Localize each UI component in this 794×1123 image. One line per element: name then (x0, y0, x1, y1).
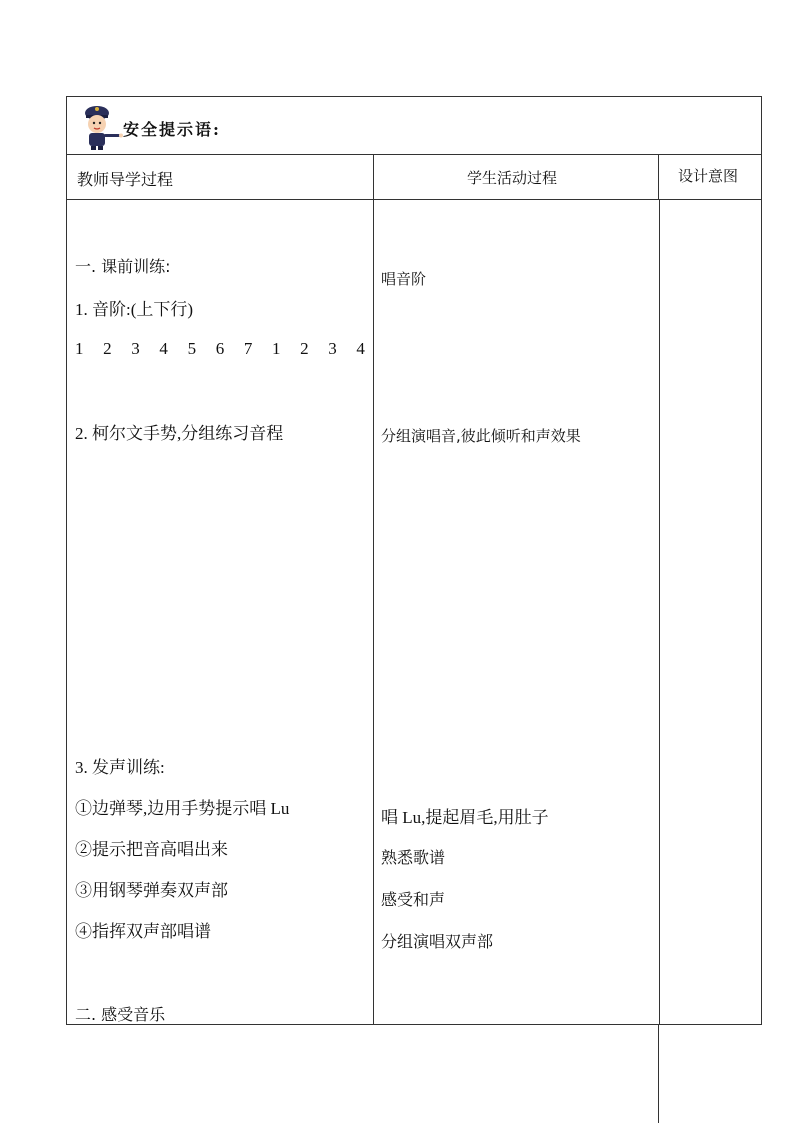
scale-note: 3 (131, 339, 140, 358)
column-divider (659, 199, 660, 1025)
item-vocal-training: 3. 发声训练: (75, 758, 165, 777)
scale-note: 4 (356, 339, 365, 358)
item-curwen-hand-signs: 2. 柯尔文手势,分组练习音程 (75, 424, 284, 443)
scale-note: 5 (187, 339, 197, 358)
column-divider (658, 154, 659, 199)
scale-note: 7 (243, 339, 253, 358)
student-activity-4: 熟悉歌谱 (381, 848, 446, 867)
scale-note: 6 (215, 339, 225, 358)
column-divider (373, 154, 374, 1025)
vocal-step-4: ④指挥双声部唱谱 (75, 922, 211, 941)
student-activity-6: 分组演唱双声部 (381, 932, 494, 951)
scale-note: 1 (271, 339, 281, 358)
scale-note: 1 (75, 339, 84, 358)
student-activity-5: 感受和声 (381, 890, 446, 909)
scale-notes (75, 339, 365, 359)
scale-note: 2 (103, 339, 112, 358)
vocal-step-2: ②提示把音高唱出来 (75, 840, 228, 859)
section-pre-class-training: 一. 课前训练: (75, 257, 171, 276)
scale-note: 4 (159, 339, 168, 358)
row-divider (67, 154, 761, 155)
header-teacher: 教师导学过程 (77, 170, 174, 189)
student-activity-2: 分组演唱音,彼此倾听和声效果 (381, 427, 581, 445)
vocal-step-3: ③用钢琴弹奏双声部 (75, 881, 228, 900)
lesson-plan-table (66, 96, 762, 1025)
safety-tips-row (67, 97, 761, 154)
police-mascot-icon (77, 103, 125, 151)
vocal-step-1: ①边弹琴,边用手势提示唱 Lu (75, 799, 290, 818)
safety-tips-label: 安全提示语: (123, 120, 221, 139)
student-activity-3: 唱 Lu,提起眉毛,用肚子 (381, 808, 549, 827)
row-divider (67, 199, 761, 200)
header-student: 学生活动过程 (467, 169, 558, 187)
scale-note: 2 (300, 339, 309, 358)
student-activity-1: 唱音阶 (381, 270, 427, 288)
scale-note: 3 (328, 339, 337, 358)
section-feel-music: 二. 感受音乐 (75, 1005, 166, 1024)
column-divider-overflow (658, 1025, 659, 1123)
item-scale: 1. 音阶:(上下行) (75, 300, 194, 319)
header-intent: 设计意图 (678, 167, 739, 185)
